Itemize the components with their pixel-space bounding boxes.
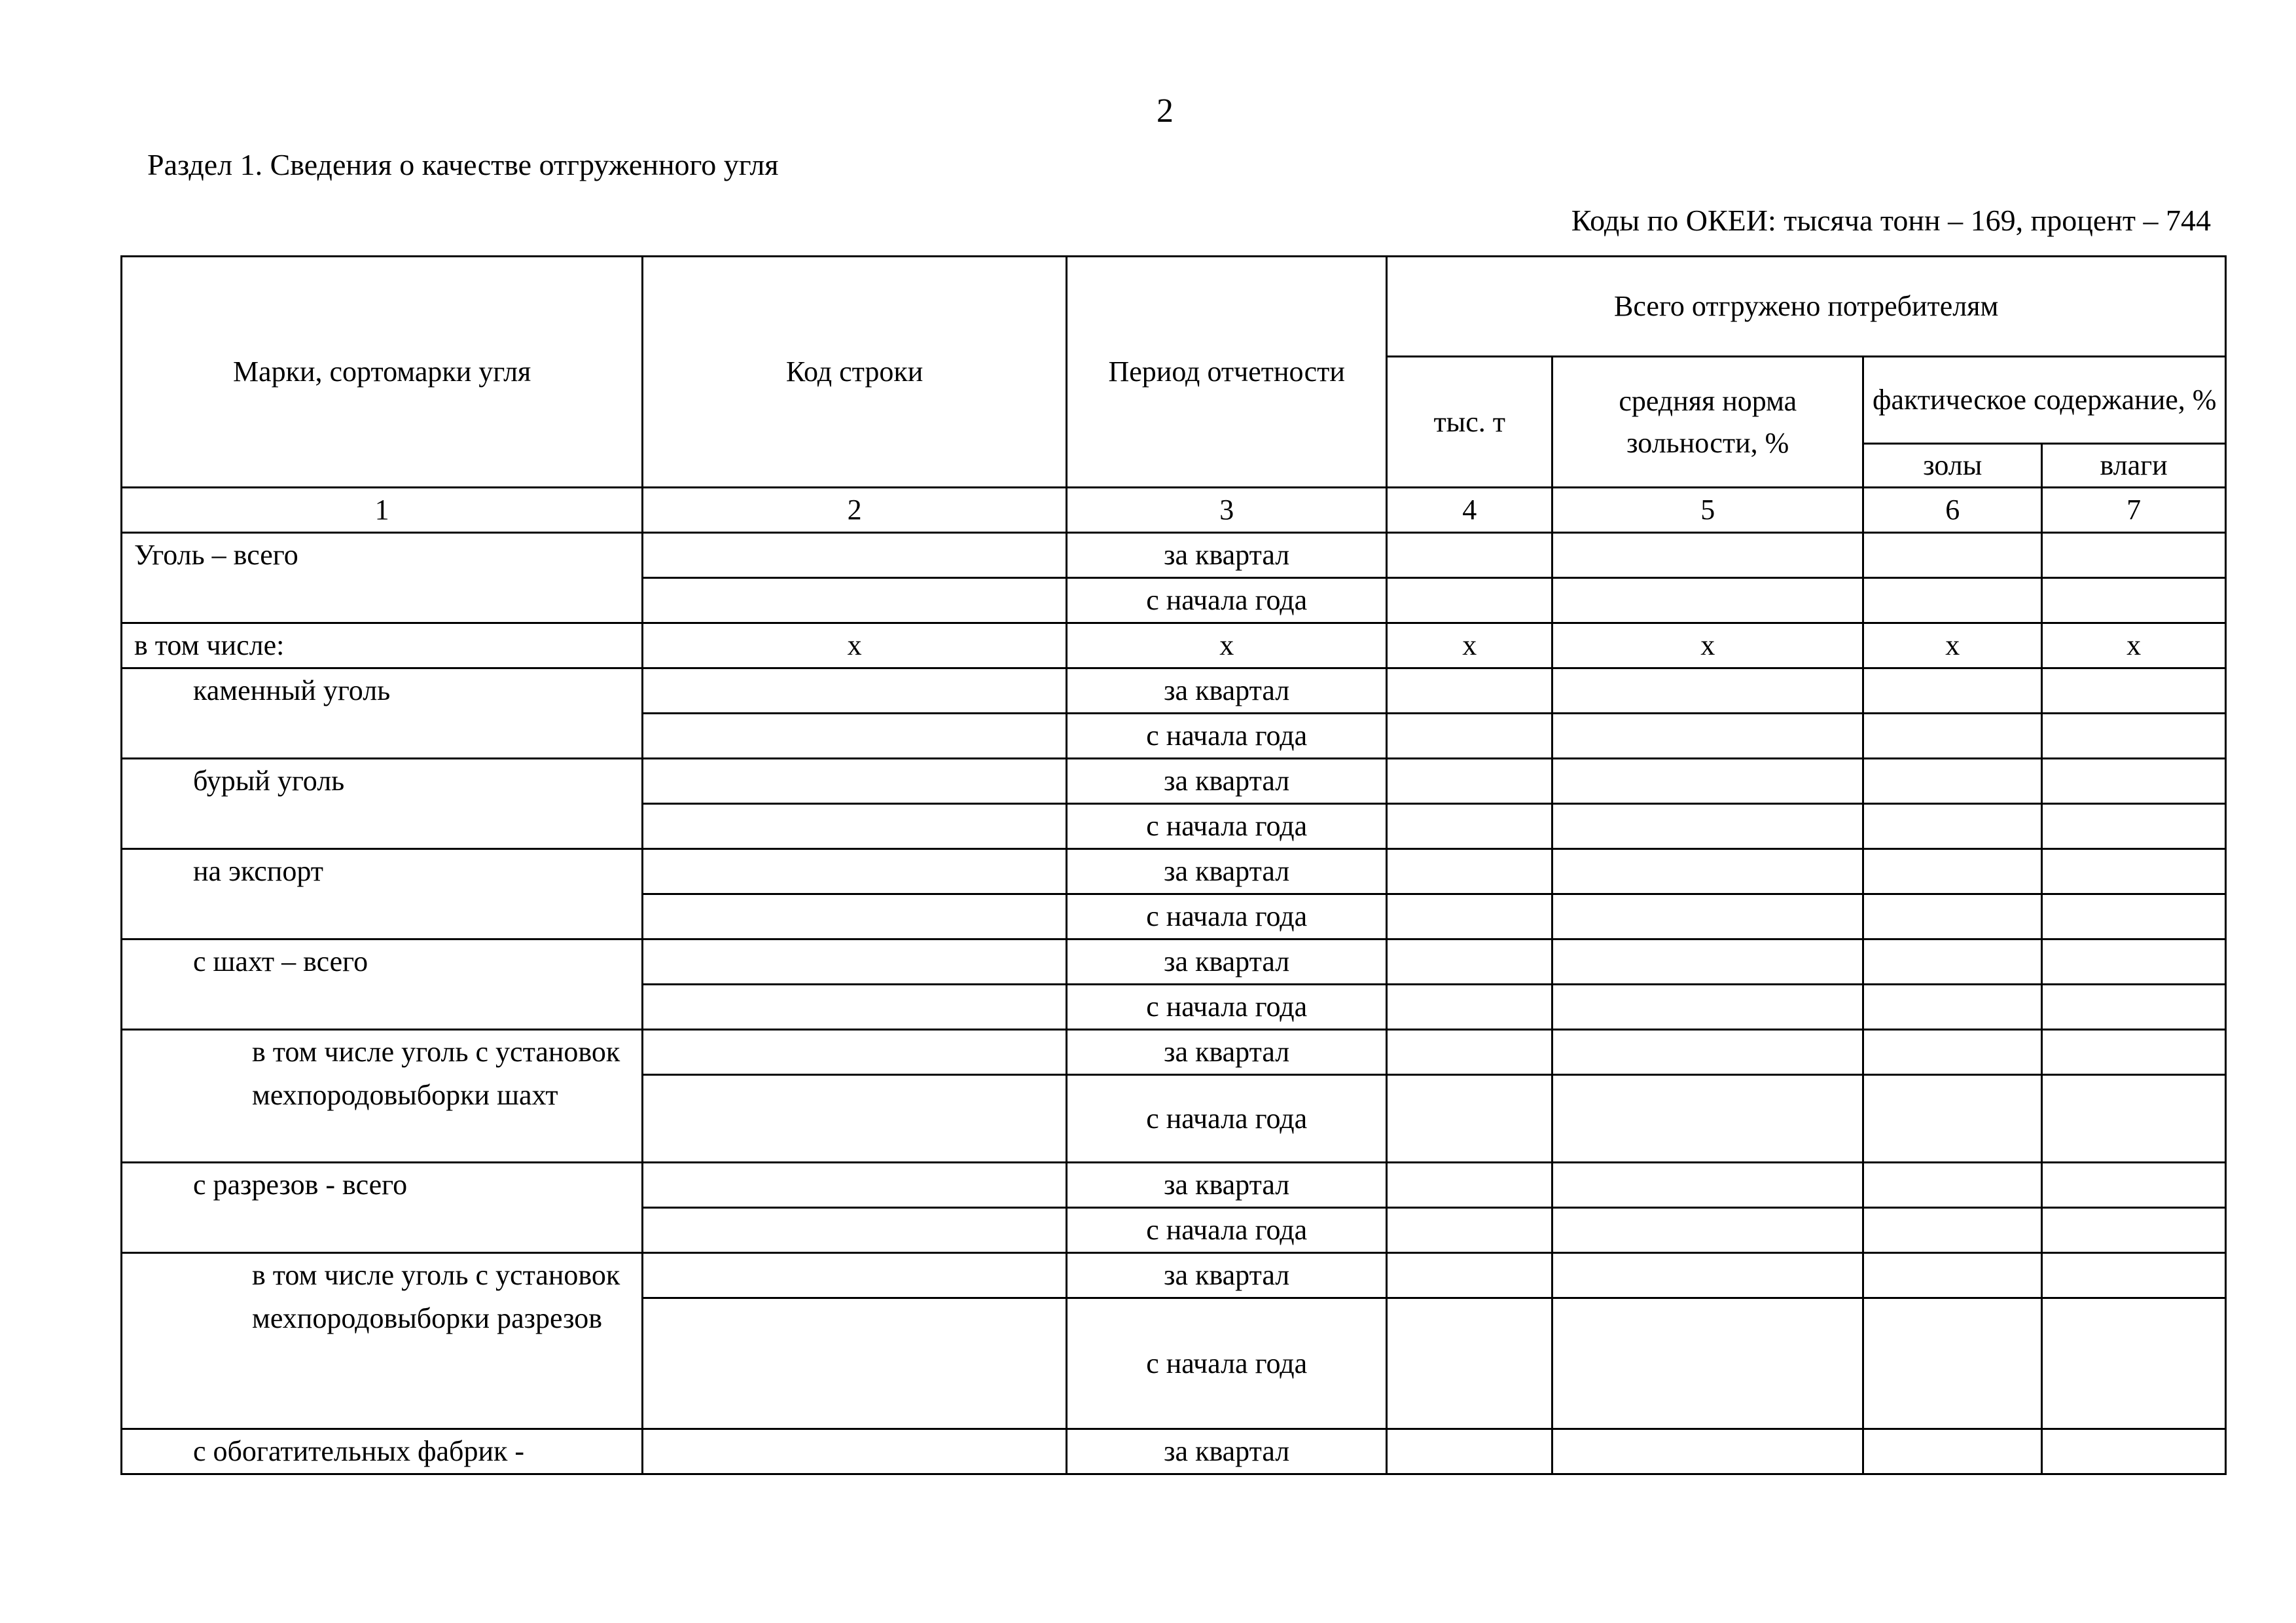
row-code-cell[interactable] <box>643 1208 1067 1253</box>
x-mark: x <box>1067 623 1387 668</box>
page-number: 2 <box>1157 92 1174 130</box>
period-quarter: за квартал <box>1067 759 1387 804</box>
table-row <box>122 1163 2226 1208</box>
value-cell[interactable] <box>1863 714 2042 759</box>
period-ytd: с начала года <box>1067 578 1387 623</box>
row-label-from-mines: с шахт – всего <box>122 939 643 1030</box>
row-code-cell[interactable] <box>643 1253 1067 1298</box>
value-cell[interactable] <box>1387 849 1552 894</box>
row-code-cell[interactable] <box>643 1298 1067 1429</box>
value-cell[interactable] <box>2042 668 2226 714</box>
value-cell[interactable] <box>1387 578 1552 623</box>
x-mark: x <box>1552 623 1863 668</box>
value-cell[interactable] <box>2042 1030 2226 1075</box>
coal-quality-table <box>120 255 2227 1475</box>
x-mark: x <box>1863 623 2042 668</box>
value-cell[interactable] <box>1863 894 2042 939</box>
row-code-cell[interactable] <box>643 804 1067 849</box>
row-code-cell[interactable] <box>643 1030 1067 1075</box>
row-label-export: на экспорт <box>122 849 643 939</box>
value-cell[interactable] <box>2042 1253 2226 1298</box>
value-cell[interactable] <box>1863 759 2042 804</box>
row-code-cell[interactable] <box>643 668 1067 714</box>
x-mark: x <box>2042 623 2226 668</box>
row-code-cell[interactable] <box>643 1163 1067 1208</box>
value-cell[interactable] <box>1387 1163 1552 1208</box>
value-cell[interactable] <box>1387 1298 1552 1429</box>
row-label-including: в том числе: <box>122 623 643 668</box>
x-mark: x <box>643 623 1067 668</box>
column-number: 6 <box>1863 488 2042 533</box>
value-cell[interactable] <box>1387 1030 1552 1075</box>
table-row <box>122 849 2226 894</box>
table-row <box>122 1030 2226 1075</box>
value-cell[interactable] <box>2042 849 2226 894</box>
period-quarter: за квартал <box>1067 939 1387 985</box>
value-cell[interactable] <box>1863 533 2042 578</box>
value-cell[interactable] <box>1552 1030 1863 1075</box>
value-cell[interactable] <box>1863 939 2042 985</box>
value-cell[interactable] <box>1552 668 1863 714</box>
value-cell[interactable] <box>2042 759 2226 804</box>
period-quarter: за квартал <box>1067 1163 1387 1208</box>
header-period: Период отчетности <box>1067 257 1387 488</box>
value-cell[interactable] <box>1552 1208 1863 1253</box>
value-cell[interactable] <box>1552 714 1863 759</box>
row-code-cell[interactable] <box>643 533 1067 578</box>
row-label-from-plants: с обогатительных фабрик - <box>122 1429 643 1474</box>
value-cell[interactable] <box>2042 894 2226 939</box>
table-row <box>122 1253 2226 1298</box>
row-code-cell[interactable] <box>643 1429 1067 1474</box>
value-cell[interactable] <box>2042 804 2226 849</box>
value-cell[interactable] <box>2042 714 2226 759</box>
row-code-cell[interactable] <box>643 714 1067 759</box>
value-cell[interactable] <box>2042 1208 2226 1253</box>
period-ytd: с начала года <box>1067 714 1387 759</box>
value-cell[interactable] <box>1552 985 1863 1030</box>
row-code-cell[interactable] <box>643 985 1067 1030</box>
value-cell[interactable] <box>1863 1030 2042 1075</box>
column-number: 7 <box>2042 488 2226 533</box>
row-code-cell[interactable] <box>643 939 1067 985</box>
value-cell[interactable] <box>2042 985 2226 1030</box>
value-cell[interactable] <box>1863 1429 2042 1474</box>
value-cell[interactable] <box>1387 1208 1552 1253</box>
value-cell[interactable] <box>1387 894 1552 939</box>
header-thousand-t: тыс. т <box>1387 357 1552 488</box>
value-cell[interactable] <box>1387 1253 1552 1298</box>
table-row <box>122 623 2226 668</box>
header-brands: Марки, сортомарки угля <box>122 257 643 488</box>
value-cell[interactable] <box>1552 1298 1863 1429</box>
column-number: 2 <box>643 488 1067 533</box>
table-row <box>122 939 2226 985</box>
value-cell[interactable] <box>2042 939 2226 985</box>
table-row <box>122 533 2226 578</box>
value-cell[interactable] <box>1552 939 1863 985</box>
value-cell[interactable] <box>1387 939 1552 985</box>
period-ytd: с начала года <box>1067 1208 1387 1253</box>
value-cell[interactable] <box>1552 759 1863 804</box>
column-number: 4 <box>1387 488 1552 533</box>
row-code-cell[interactable] <box>643 894 1067 939</box>
period-ytd: с начала года <box>1067 985 1387 1030</box>
value-cell[interactable] <box>1863 578 2042 623</box>
period-quarter: за квартал <box>1067 1030 1387 1075</box>
header-actual-content: фактическое содержание, % <box>1863 357 2226 444</box>
period-quarter: за квартал <box>1067 533 1387 578</box>
header-row-code: Код строки <box>643 257 1067 488</box>
value-cell[interactable] <box>1552 849 1863 894</box>
header-total-shipped: Всего отгружено потребителям <box>1387 257 2226 357</box>
section-title: Раздел 1. Сведения о качестве отгруженного угля <box>147 148 779 181</box>
value-cell[interactable] <box>1552 894 1863 939</box>
table-row <box>122 668 2226 714</box>
value-cell[interactable] <box>1552 804 1863 849</box>
value-cell[interactable] <box>1387 714 1552 759</box>
period-ytd: с начала года <box>1067 804 1387 849</box>
period-ytd: с начала года <box>1067 894 1387 939</box>
value-cell[interactable] <box>2042 533 2226 578</box>
value-cell[interactable] <box>1387 668 1552 714</box>
value-cell[interactable] <box>1387 985 1552 1030</box>
row-label-hard-coal: каменный уголь <box>122 668 643 759</box>
value-cell[interactable] <box>1863 1208 2042 1253</box>
value-cell[interactable] <box>2042 1429 2226 1474</box>
value-cell[interactable] <box>1387 1429 1552 1474</box>
row-code-cell[interactable] <box>643 1075 1067 1163</box>
value-cell[interactable] <box>1387 804 1552 849</box>
column-number: 3 <box>1067 488 1387 533</box>
value-cell[interactable] <box>1863 668 2042 714</box>
value-cell[interactable] <box>1387 759 1552 804</box>
value-cell[interactable] <box>1387 533 1552 578</box>
value-cell[interactable] <box>1863 1163 2042 1208</box>
value-cell[interactable] <box>1863 985 2042 1030</box>
column-number: 5 <box>1552 488 1863 533</box>
period-ytd: с начала года <box>1067 1075 1387 1163</box>
row-code-cell[interactable] <box>643 849 1067 894</box>
table-row <box>122 759 2226 804</box>
row-label-from-pits: с разрезов - всего <box>122 1163 643 1253</box>
value-cell[interactable] <box>1863 1075 2042 1163</box>
value-cell[interactable] <box>1552 578 1863 623</box>
okei-codes: Коды по ОКЕИ: тысяча тонн – 169, процент – 744 <box>1571 204 2211 237</box>
x-mark: x <box>1387 623 1552 668</box>
table-row <box>122 1429 2226 1474</box>
value-cell[interactable] <box>1552 1253 1863 1298</box>
value-cell[interactable] <box>1387 1075 1552 1163</box>
value-cell[interactable] <box>1863 849 2042 894</box>
value-cell[interactable] <box>1863 804 2042 849</box>
row-code-cell[interactable] <box>643 759 1067 804</box>
period-quarter: за квартал <box>1067 1253 1387 1298</box>
row-label-mines-mech: в том числе уголь с установок мехпородовыборки шахт <box>122 1030 643 1163</box>
value-cell[interactable] <box>2042 1075 2226 1163</box>
column-number: 1 <box>122 488 643 533</box>
value-cell[interactable] <box>1863 1253 2042 1298</box>
period-quarter: за квартал <box>1067 668 1387 714</box>
value-cell[interactable] <box>1863 1298 2042 1429</box>
row-code-cell[interactable] <box>643 578 1067 623</box>
header-avg-ash-norm: средняя норма зольности, % <box>1552 357 1863 488</box>
row-label-pits-mech: в том числе уголь с установок мехпородовыборки разрезов <box>122 1253 643 1429</box>
row-label-brown-coal: бурый уголь <box>122 759 643 849</box>
header-moisture: влаги <box>2042 444 2226 488</box>
value-cell[interactable] <box>1552 1429 1863 1474</box>
value-cell[interactable] <box>2042 578 2226 623</box>
value-cell[interactable] <box>1552 533 1863 578</box>
period-quarter: за квартал <box>1067 1429 1387 1474</box>
value-cell[interactable] <box>2042 1163 2226 1208</box>
header-ash: золы <box>1863 444 2042 488</box>
row-label-coal-total: Уголь – всего <box>122 533 643 623</box>
period-quarter: за квартал <box>1067 849 1387 894</box>
value-cell[interactable] <box>1552 1075 1863 1163</box>
value-cell[interactable] <box>2042 1298 2226 1429</box>
period-ytd: с начала года <box>1067 1298 1387 1429</box>
value-cell[interactable] <box>1552 1163 1863 1208</box>
